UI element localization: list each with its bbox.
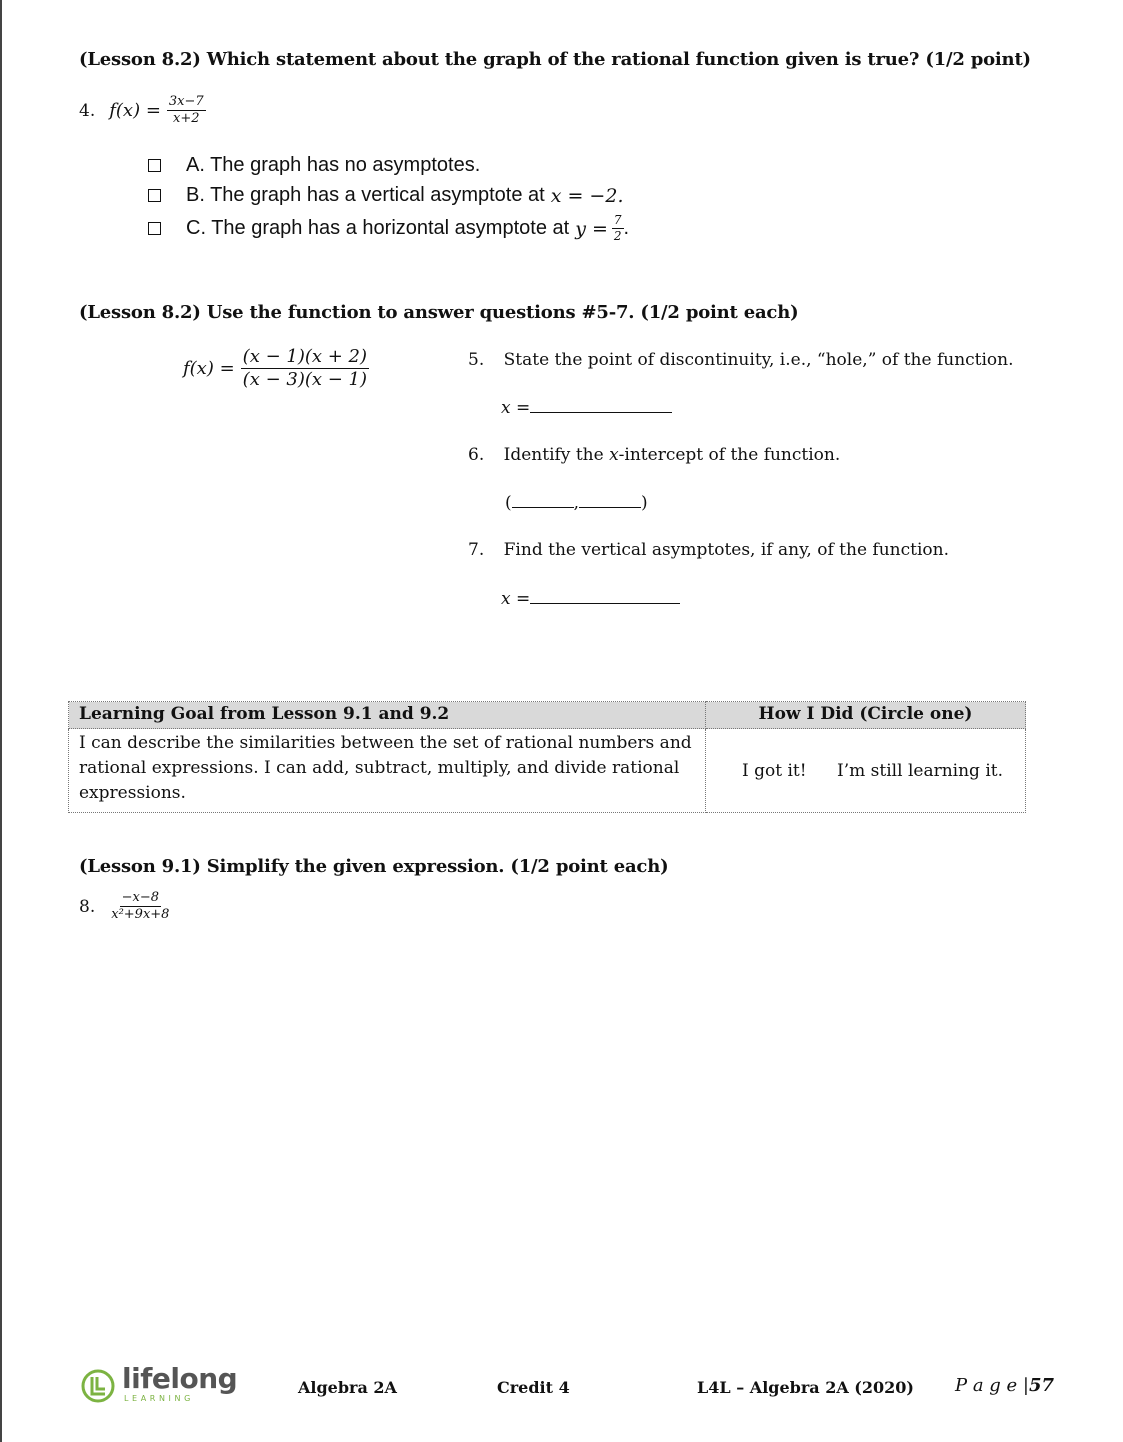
q4-fraction [167,95,206,127]
q6-blank-y[interactable] [579,507,641,508]
q4-number: 4. [79,100,96,121]
option-c-fraction [612,214,624,243]
q5-answer-label: x = [501,398,531,418]
q8-expression [79,891,171,923]
learning-goal-table-wrap [68,701,1026,813]
q7-text: Find the vertical asymptotes, if any, of the function. [503,540,949,560]
q6-line [468,445,840,465]
goal-header: Learning Goal from Lesson 9.1 and 9.2 [69,702,706,729]
how-i-did-header: How I Did (Circle one) [706,702,1026,729]
self-assessment-cell [706,729,1026,813]
q5-line [468,350,1014,370]
table-header-row [69,702,1026,729]
q6-blank-x[interactable] [512,507,574,508]
footer-course: Algebra 2A [298,1378,397,1397]
q7-line [468,540,949,560]
q57-fraction [241,347,369,390]
q7-answer[interactable] [501,589,680,609]
learning-goal-table [68,701,1026,813]
q4-equation [79,95,206,127]
q57-numerator: (x − 1)(x + 2) [242,346,368,367]
option-a-text: A. The graph has no asymptotes. [186,154,481,176]
q7-answer-label: x = [501,589,531,609]
goal-description: I can describe the similarities between the set of rational numbers and rational expressions. I can add, subtract, multiply, and divide rational expressions. [69,729,706,813]
footer-series: L4L – Algebra 2A (2020) [697,1378,914,1397]
logo-icon [80,1368,116,1404]
footer-page [955,1375,1054,1396]
option-c-checkbox[interactable] [148,222,161,235]
choice-got-it[interactable]: I got it! [742,760,807,781]
q6-text-after: -intercept of the function. [618,445,841,465]
q6-comma: , [573,493,580,513]
q8-number: 8. [79,896,96,917]
option-c-frac-den: 2 [613,229,622,244]
q4-option-c[interactable] [148,214,629,243]
footer-credit: Credit 4 [497,1378,570,1397]
q5-number: 5. [468,350,485,370]
q57-func-lhs: f(x) = [183,357,235,379]
q8-heading: (Lesson 9.1) Simplify the given expression. (1/2 point each) [79,856,669,877]
q7-answer-blank[interactable] [530,603,680,604]
option-c-frac-num: 7 [612,214,624,229]
logo-word: lifelong [122,1362,238,1395]
q8-fraction [109,891,171,923]
q7-number: 7. [468,540,485,560]
option-a-checkbox[interactable] [148,159,161,172]
q8-denominator: x²+9x+8 [111,907,170,923]
q57-denominator: (x − 3)(x − 1) [242,368,368,390]
option-c-tail: . [623,217,630,240]
q4-heading: (Lesson 8.2) Which statement about the graph of the rational function given is true? (1/2 point) [79,49,1031,70]
table-row [69,729,1026,813]
option-c-math: y = [575,217,608,240]
q57-heading: (Lesson 8.2) Use the function to answer questions #5-7. (1/2 point each) [79,302,799,323]
page-label: P a g e [955,1375,1018,1396]
lifelong-learning-logo [80,1362,238,1406]
option-c-text: C. The graph has a horizontal asymptote at [186,217,570,240]
q57-function [183,347,369,390]
q4-func-lhs: f(x) = [109,100,161,122]
q4-option-a[interactable] [148,154,480,177]
q6-var: x [609,445,619,465]
page-number: 57 [1029,1375,1055,1396]
q4-option-b[interactable] [148,184,623,207]
choice-still-learning[interactable]: I’m still learning it. [837,760,1003,781]
q6-answer[interactable] [505,493,648,513]
option-b-math: x = −2. [550,184,624,207]
q6-close-paren: ) [641,493,648,513]
page-edge [0,0,2,1442]
q6-open-paren: ( [505,493,512,513]
q6-text-before: Identify the [503,445,604,465]
option-b-checkbox[interactable] [148,189,161,202]
q4-denominator: x+2 [173,111,200,127]
q6-number: 6. [468,445,485,465]
option-b-text: B. The graph has a vertical asymptote at [186,184,545,206]
q8-numerator: −x−8 [120,891,161,907]
logo-subtext: LEARNING [124,1394,194,1403]
q5-answer-blank[interactable] [530,412,672,413]
q5-text: State the point of discontinuity, i.e., “hole,” of the function. [503,350,1014,370]
page-separator: | [1022,1375,1029,1396]
q5-answer[interactable] [501,398,672,418]
q4-numerator: 3x−7 [167,95,206,111]
